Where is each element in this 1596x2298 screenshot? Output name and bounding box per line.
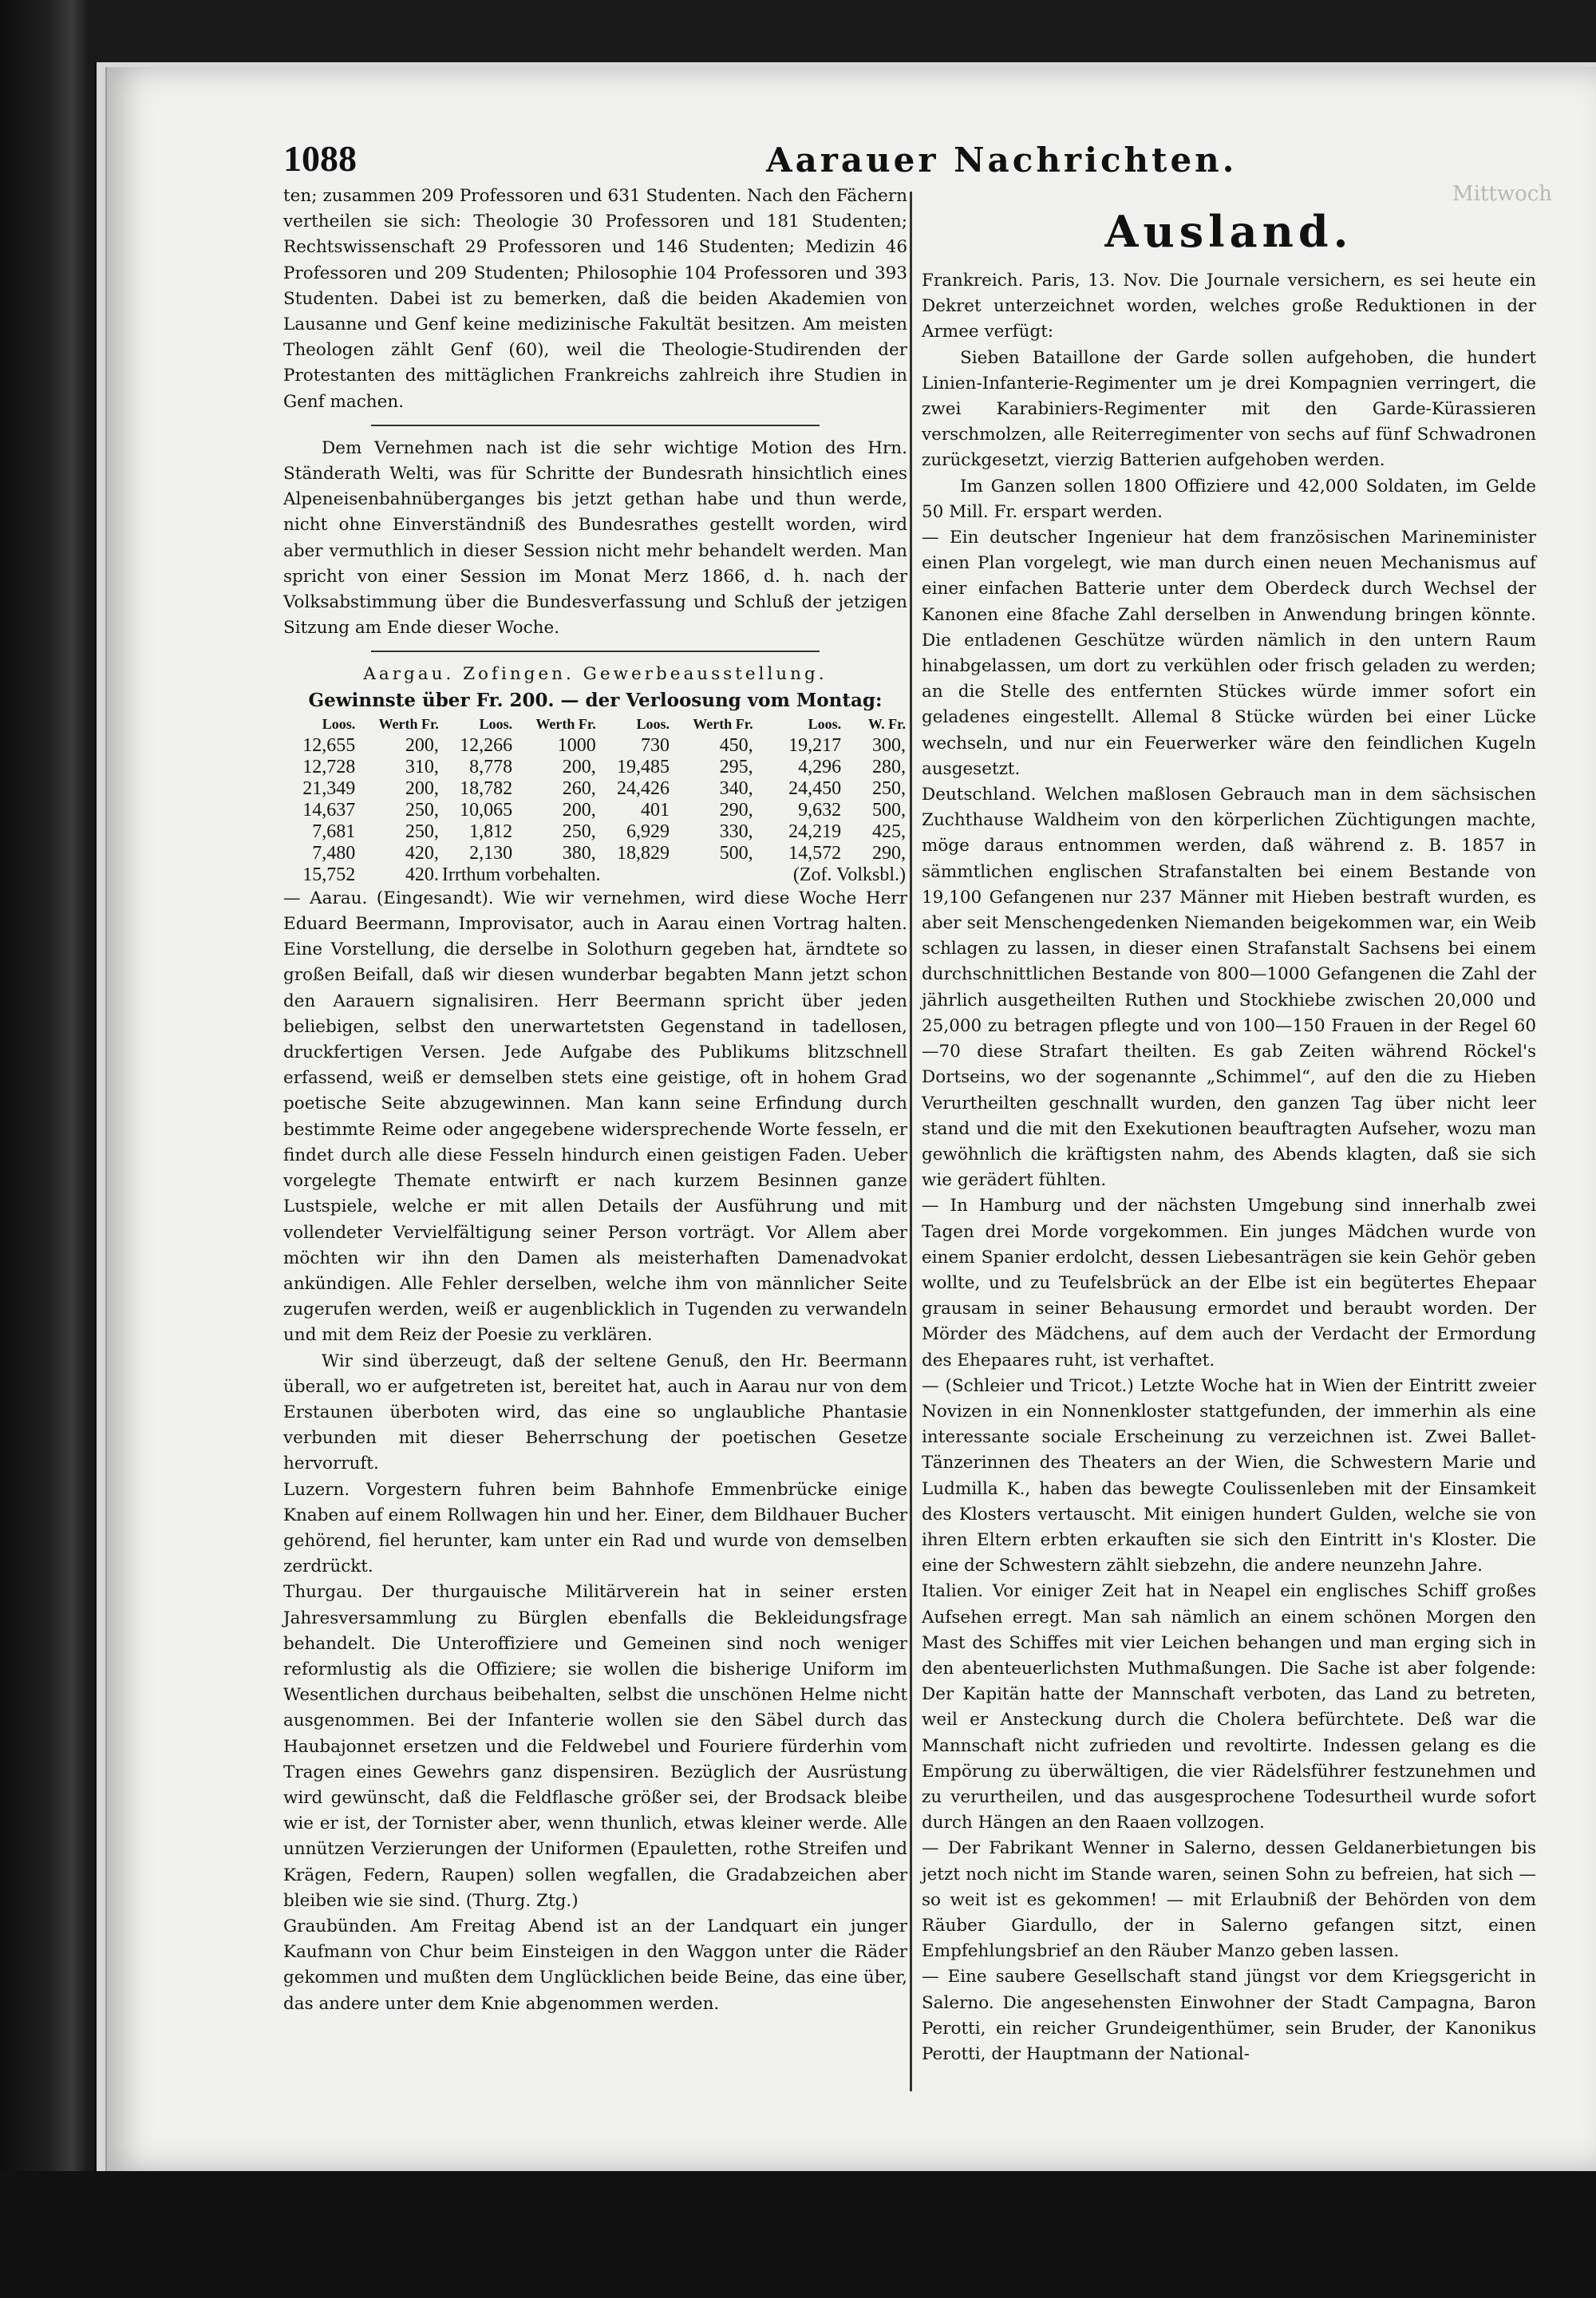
table-cell: Irrthum vorbehalten. [441,864,601,885]
table-cell: 500, [872,799,906,821]
table-cell: 1000 [557,734,596,756]
table-row [283,757,907,778]
right-column [922,268,1536,2067]
table-cell [671,864,755,886]
table-cell: 8,778 [469,756,513,777]
table-cell: 18,829 [617,842,670,864]
article-frankreich-garde: Sieben Bataillone der Garde sollen aufgehoben, die hundert Linien-Infanterie-Regimenter um je drei Kompagnien verringert, die zwei Karabiniers-Regimenter mit den Garde-Kürassieren verschmolzen, alle Reiterregimenter von sechs auf fünf Schwadronen zurückgesetzt, vierzig Batterien aufgehoben werden. [922,347,1536,471]
separator-rule [371,651,820,652]
table-row [283,821,907,843]
table-cell: 200, [562,799,596,821]
article-aarau-beermann-cont: Wir sind überzeugt, daß der seltene Genuß, den Hr. Beermann überall, wo er aufgetreten ist, bereitet hat, auch in Aarau nur von dem Erstaunen überboten wird, das eine so unglaubliche Phantasie verbunden mit dieser Beherrschung der poetischen Gesetze hervorruft. [283,1351,907,1474]
table-row [283,843,907,864]
scan-bottom-band [0,2171,1596,2298]
table-cell: 250, [405,821,439,842]
article-salerno: — Eine saubere Gesellschaft stand jüngst vor dem Kriegsgericht in Salerno. Die angesehensten Einwohner der Stadt Campagna, Baron Perotti, ein reicher Grundeigenthümer, sein Bruder, der Kanonikus Perotti, der Hauptmann der National- [922,1967,1536,2065]
table-cell: 14,572 [788,842,842,864]
table-row [283,778,907,800]
table-cell: 24,426 [617,777,670,799]
article-frankreich: Frankreich. Paris, 13. Nov. Die Journale versichern, es sei heute ein Dekret unterzeichnet worden, welches große Reduktionen in der Armee verfügt: [922,271,1536,342]
lottery-section [283,662,907,885]
table-cell: 340, [719,777,753,799]
column-header: Loos. [479,715,513,732]
table-cell: 19,485 [617,756,670,777]
table-cell: 2,130 [469,842,513,864]
column-header: Werth Fr. [378,715,439,732]
article-schleier-tricot: — (Schleier und Tricot.) Letzte Woche hat in Wien der Eintritt zweier Novizen in ein Nonnenkloster stattgefunden, der immerhin als eine interessante sociale Erscheinung zu verzeichnen ist. Zwei Ballet-Tänzerinnen des Theaters an der Wien, die Schwestern Marie und Ludmilla K., haben das bewegte Coulissenleben mit der Einsamkeit des Klosters vertauscht. Mit einigen hundert Gulden, welche sie von ihren Eltern erbten erkauften sie sich den Eintritt in's Kloster. Die eine der Schwestern zählt siebzehn, die andere neunzehn Jahre. [922,1375,1536,1576]
article-italien: Italien. Vor einiger Zeit hat in Neapel ein englisches Schiff großes Aufsehen erregt. Man sah nämlich an einem schönen Morgen den Mast des Schiffes mit vier Leichen behangen und man erging sich in den abenteuerlichsten Muthmaßungen. Die Sache ist aber folgende: Der Kapitän hatte der Mannschaft verboten, das Land zu betreten, weil er Ansteckung durch die Cholera befürchtete. Deß war die Mannschaft nicht zufrieden und revoltirte. Indessen gelang es die Empörung zu überwältigen, die vier Rädelsführer festzunehmen und zu verurtheilen, und das ausgesprochene Todesurtheil wurde sofort durch Hängen an den Raaen vollzogen. [922,1581,1536,1833]
lottery-table [283,714,907,886]
lottery-header-row [283,714,907,735]
column-header: Loos. [636,715,670,732]
table-cell: 250, [872,777,906,799]
table-row [283,800,907,821]
table-cell: 15,752 [302,864,356,885]
table-cell: 300, [872,734,906,756]
article-thurgau: Thurgau. Der thurgauische Militärverein hat in seiner ersten Jahresversammlung zu Bürglen ebenfalls die Bekleidungsfrage behandelt. Die Unteroffiziere und Gemeinen sind noch weniger reformlustig als die Offiziere; sie wollen die bisherige Uniform im Wesentlichen durchaus beibehalten, selbst die unschönen Helme nicht ausgenommen. Bei der Infanterie wollen sie den Säbel durch das Haubajonnet ersetzen und die Feldwebel und Fouriere fürderhin vom Tragen eines Gewehrs ganz dispensiren. Bezüglich der Ausrüstung wird gewünscht, daß die Feldflasche größer sei, der Brodsack bleibe wie er ist, der Tornister aber, wenn thunlich, etwas kleiner werde. Alle unnützen Verzierungen der Uniformen (Epauletten, rothe Streifen und Krägen, Federn, Raupen) sollen wegfallen, die Gradabzeichen aber bleiben wie sie sind. (Thurg. Ztg.) [283,1582,907,1911]
article-wenner: — Der Fabrikant Wenner in Salerno, dessen Geldanerbietungen bis jetzt noch nicht im Stande waren, seinen Sohn zu befreien, hat sich — so weit ist es gekommen! — mit Erlaubniß der Behörden von dem Räuber Giardullo, der in Salerno gefangen sitzt, einen Empfehlungsbrief an den Räuber Manzo geben lassen. [922,1838,1536,1962]
table-cell: 10,065 [460,799,513,821]
table-cell: 500, [719,842,753,864]
table-cell: 12,655 [302,734,356,756]
article-deutschland: Deutschland. Welchen maßlosen Gebrauch man in dem sächsischen Zuchthause Waldheim von den körperlichen Züchtigungen machte, möge daraus entnommen werden, daß während z. B. 1857 in sämmtlichen englischen Strafanstalten bei einem Bestande von 19,100 Gefangenen nur 237 Männer mit Hieben bestraft wurden, es aber seit Menschengedenken Niemanden beigekommen war, ein Weib schlagen zu lassen, in dieser einen Strafanstalt Sachsens bei einem durchschnittlichen Bestande von 800—1000 Gefangenen die Zahl der jährlich ausgetheilten Ruthen und Stockhiebe zwischen 20,000 und 25,000 zu betragen pflegte und von 100—150 Frauen in der Regel 60—70 diese Strafart theilten. Es gab Zeiten während Röckel's Dortseins, wo der sogenannte „Schimmel“, auf den die zu Hieben Verurtheilten geschnallt wurden, den ganzen Tag über nicht leer stand und die mit den Exekutionen beauftragten Aufseher, wozu man gewöhnlich die kräftigsten nahm, des Abends klagten, daß sie sich wie gerädert fühlten. [922,785,1536,1191]
section-title-ausland: Ausland. [1104,206,1353,257]
column-header: Werth Fr. [535,715,596,732]
lottery-caption: Aargau. Zofingen. Gewerbeausstellung. [363,664,828,685]
table-cell: 290, [872,842,906,864]
table-cell: 250, [405,799,439,821]
table-cell: 4,296 [798,756,842,777]
table-cell: 200, [405,734,439,756]
article-ingenieur: — Ein deutscher Ingenieur hat dem französischen Marineminister einen Plan vorgelegt, wie man durch einen neuen Mechanismus auf einer einfachen Batterie unter dem Oberdeck durch Wechsel der Kanonen eine 8fache Zahl derselben in Anwendung bringen könnte. Die entladenen Geschütze würden nämlich in den untern Raum hinabgelassen, um dort zu verkühlen oder frisch geladen zu werden; an die Stelle des entfernten Stückes würde immer sofort ein geladenes eingestellt. Allemal 8 Stücke würden bei einer Lücke wechseln, und nur ein Feuerwerker wäre den feindlichen Kugeln ausgesetzt. [922,528,1536,779]
article-frankreich-savings: Im Ganzen sollen 1800 Offiziere und 42,000 Soldaten, im Gelde 50 Mill. Fr. erspart werden. [922,476,1536,522]
table-cell: 12,728 [302,756,356,777]
table-cell: 7,681 [312,821,356,842]
column-divider [910,192,912,2091]
table-cell: 310, [405,756,439,777]
article-hamburg: — In Hamburg und der nächsten Umgebung sind innerhalb zwei Tagen drei Morde vorgekommen. Ein junges Mädchen wurde von einem Spanier erdolcht, dessen Liebesanträgen sie kein Gehör geben wollte, und zu Teufelsbrück an der Elbe ist ein begütertes Ehepaar grausam in seiner Behausung ermordet und beraubt worden. Der Mörder des Mädchens, auf dem auch der Verdacht der Ermordung des Ehepaares ruht, ist verhaftet. [922,1196,1536,1370]
article-universities: ten; zusammen 209 Professoren und 631 Studenten. Nach den Fächern vertheilen sie sich: Theologie 30 Professoren und 181 Studenten; Rechtswissenschaft 29 Professoren und 146 Studenten; Medizin 46 Professoren und 209 Studenten; Philosophie 104 Professoren und 393 Studenten. Dabei ist zu bemerken, daß die beiden Akademien von Lausanne und Genf keine medizinische Fakultät besitzen. Am meisten Theologen zählt Genf (60), weil die Theologie-Studirenden der Protestanten des mittäglichen Frankreichs zahlreich ihre Studien in Genf machen. [283,186,907,412]
article-luzern: Luzern. Vorgestern fuhren beim Bahnhofe Emmenbrücke einige Knaben auf einem Rollwagen hin und her. Einer, dem Bildhauer Bucher gehörend, fiel herunter, kam unter ein Rad und wurde von demselben zerdrückt. [283,1479,907,1577]
column-header: Werth Fr. [693,715,753,732]
table-cell: 420, [405,842,439,864]
table-cell: 7,480 [312,842,356,864]
table-cell: (Zof. Volksbl.) [792,864,906,885]
table-cell: 290, [719,799,753,821]
column-header: Loos. [808,715,842,732]
left-column [283,184,907,2017]
table-cell: 250, [562,821,596,842]
table-cell: 280, [872,756,906,777]
table-cell: 24,450 [788,777,842,799]
table-cell: 21,349 [302,777,356,799]
table-row [283,735,907,757]
table-cell: 450, [719,734,753,756]
masthead: Aarauer Nachrichten. [766,140,1238,180]
table-cell: 200, [562,756,596,777]
table-cell: 14,637 [302,799,356,821]
article-aarau-beermann: — Aarau. (Eingesandt). Wie wir vernehmen, wird diese Woche Herr Eduard Beermann, Improvisator, auch in Aarau einen Vortrag halten. Eine Vorstellung, die derselbe in Solothurn gegeben hat, ärndtete so großen Beifall, daß wir diesen wunderbar begabten Mann jetzt schon den Aarauern signalisiren. Herr Beermann spricht über jeden beliebigen, selbst den unerwartetsten Gegenstand in tadellosen, druckfertigen Versen. Jede Aufgabe des Publikums blitzschnell erfassend, weiß er demselben stets eine geistige, oft in hohem Grad poetische Seite abzugewinnen. Man kann seine Erfindung durch bestimmte Reime oder angegebene widersprechende Worte fesseln, er findet durch alle diese Fesseln hindurch einen geistigen Faden. Ueber vorgelegte Themate entwirft er nach kurzem Besinnen ganze Lustspiele, welche er mit allen Details der Ausführung und mit vollendeter Vervielfältigung seiner Person vorträgt. Vor Allem aber möchten wir ihn den Damen als meisterhaften Damenadvokat ankündigen. Alle Fehler derselben, welche ihm von männlicher Seite zugerufen werden, weiß er augenblicklich in Tugenden zu verwandeln und mit dem Reiz der Poesie zu verklären. [283,888,907,1346]
table-cell: 6,929 [626,821,670,842]
table-cell: 295, [719,756,753,777]
article-graubuenden: Graubünden. Am Freitag Abend ist an der Landquart ein junger Kaufmann von Chur beim Einsteigen in den Waggon unter die Räder gekommen und mußten dem Unglücklichen beide Beine, das eine über, das andere unter dem Knie abgenommen werden. [283,1916,907,2014]
table-cell: 9,632 [798,799,842,821]
table-row [283,864,907,886]
table-cell: 730 [641,734,670,756]
table-cell: 425, [872,821,906,842]
table-cell: 420. [405,864,439,885]
table-cell: 330, [719,821,753,842]
bleed-through-text: Mittwoch [1452,182,1553,206]
table-cell: 12,266 [460,734,513,756]
article-motion-welti: Dem Vernehmen nach ist die sehr wichtige Motion des Hrn. Ständerath Welti, was für Schritte der Bundesrath hinsichtlich eines Alpeneisenbahnüberganges bis jetzt gethan habe und thun werde, nicht ohne Einverständniß des Bundesrathes gestellt worden, wird aber vermuthlich in dieser Session nicht mehr behandelt werden. Man spricht von einer Session im Monat Merz 1866, d. h. nach der Volksabstimmung über die Bundesverfassung und Schluß der jetzigen Sitzung am Ende dieser Woche. [283,437,907,639]
column-header: W. Fr. [867,715,906,732]
table-cell: 380, [562,842,596,864]
lottery-title: Gewinnste über Fr. 200. — der Verloosung vom Montag: [308,689,883,711]
separator-rule [371,425,820,426]
table-cell: 260, [562,777,596,799]
column-header: Loos. [322,715,356,732]
table-cell: 19,217 [788,734,842,756]
table-cell: 401 [641,799,670,821]
page-number: 1088 [283,138,357,179]
table-cell: 24,219 [788,821,842,842]
table-cell: 18,782 [460,777,513,799]
table-cell: 1,812 [469,821,513,842]
table-cell: 200, [405,777,439,799]
